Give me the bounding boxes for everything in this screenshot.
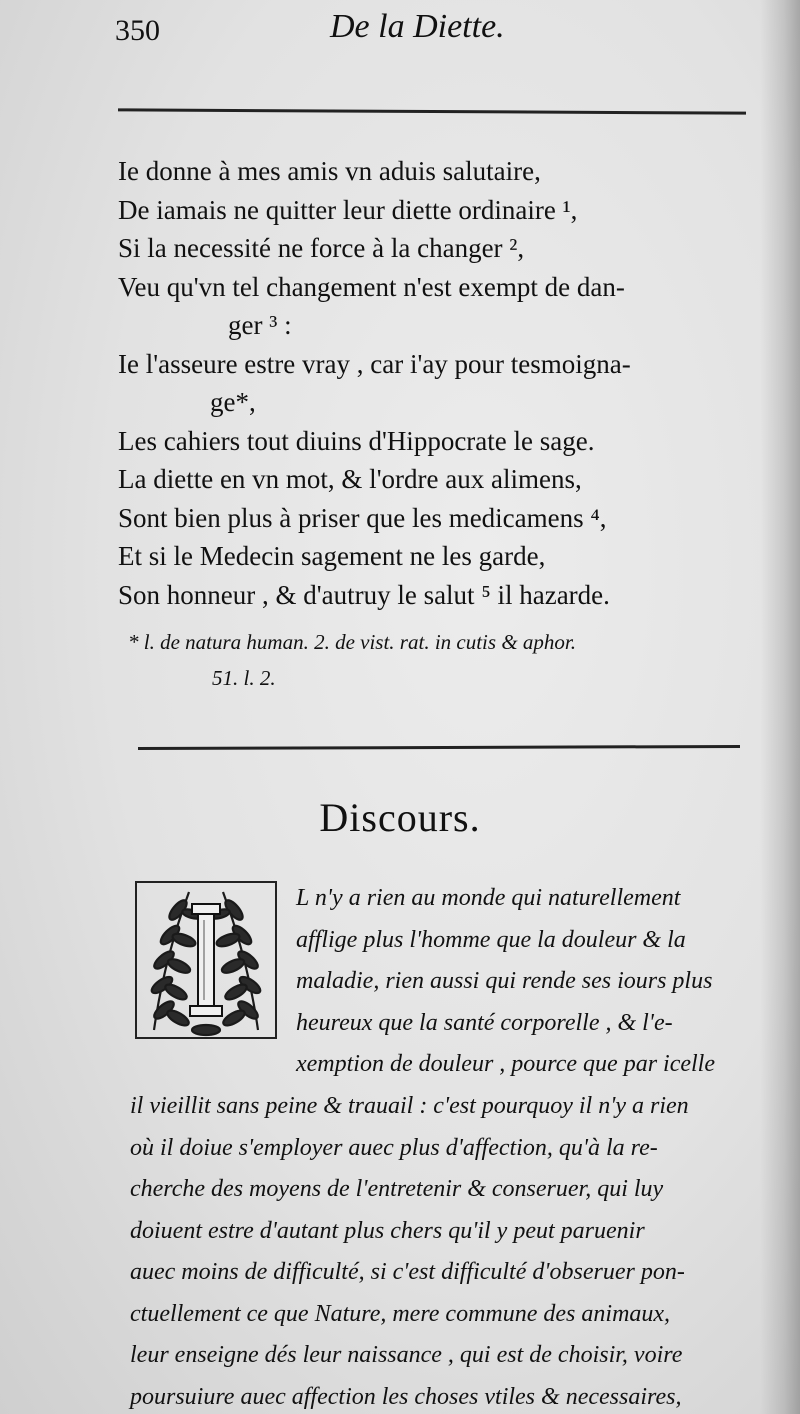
foliage-initial-ornament-icon — [134, 880, 278, 1040]
prose-line: L n'y a rien au monde qui naturellement — [296, 885, 681, 911]
discourse-opening — [296, 878, 756, 1086]
citation-line: * l. de natura human. 2. de vist. rat. in cutis & aphor. — [128, 630, 576, 654]
prose-line: où il doiue s'employer auec plus d'affection, qu'à la re- — [130, 1134, 658, 1161]
poem-line: ger ³ : — [228, 310, 292, 340]
prose-line: auec moins de difficulté, si c'est difficulté d'obseruer pon- — [130, 1259, 685, 1285]
poem-line: Les cahiers tout diuins d'Hippocrate le sage. — [118, 425, 595, 456]
poem-line: ge*, — [210, 387, 256, 417]
prose-line: cherche des moyens de l'entretenir & conseruer, qui luy — [130, 1176, 664, 1202]
prose-line: il vieillit sans peine & trauail : c'est pourquoy il n'y a rien — [130, 1093, 689, 1119]
prose-line: xemption de douleur , pource que par icelle — [296, 1051, 715, 1077]
section-rule — [138, 745, 740, 750]
page-header — [115, 8, 740, 58]
page-number: 350 — [115, 14, 160, 47]
prose-line: afflige plus l'homme que la douleur & la — [296, 926, 686, 953]
citation-line: 51. l. 2. — [212, 666, 276, 690]
prose-line: heureux que la santé corporelle , & l'e- — [296, 1009, 673, 1036]
poem-line: Ie donne à mes amis vn aduis salutaire, — [118, 156, 541, 186]
poem-line: De iamais ne quitter leur diette ordinaire ¹, — [118, 194, 578, 225]
prose-line: ctuellement ce que Nature, mere commune des animaux, — [130, 1300, 671, 1327]
poem-line: Ie l'asseure estre vray , car i'ay pour tesmoigna- — [118, 348, 631, 379]
poem-line: Si la necessité ne force à la changer ², — [118, 233, 525, 263]
section-title: Discours. — [319, 795, 481, 840]
poem-line: Son honneur , & d'autruy le salut ⁵ il hazarde. — [118, 579, 610, 610]
page-edge-shadow — [760, 0, 800, 1414]
poem-line: Veu qu'vn tel changement n'est exempt de dan- — [118, 271, 625, 302]
running-title: De la Diette. — [330, 8, 505, 45]
poem — [118, 152, 758, 614]
prose-line: poursuiure auec affection les choses vtiles & necessaires, — [130, 1383, 682, 1410]
prose-line: leur enseigne dés leur naissance , qui est de choisir, voire — [130, 1342, 683, 1368]
poem-line: Sont bien plus à priser que les medicamens ⁴, — [118, 502, 607, 533]
prose-line: doiuent estre d'autant plus chers qu'il y peut paruenir — [130, 1217, 645, 1244]
marginal-citation — [128, 624, 758, 696]
prose-line: maladie, rien aussi qui rende ses iours plus — [296, 968, 713, 994]
poem-line: La diette en vn mot, & l'ordre aux alimens, — [118, 464, 582, 494]
top-rule — [118, 108, 746, 114]
poem-line: Et si le Medecin sagement ne les garde, — [118, 541, 546, 571]
discourse-body — [130, 1086, 760, 1414]
